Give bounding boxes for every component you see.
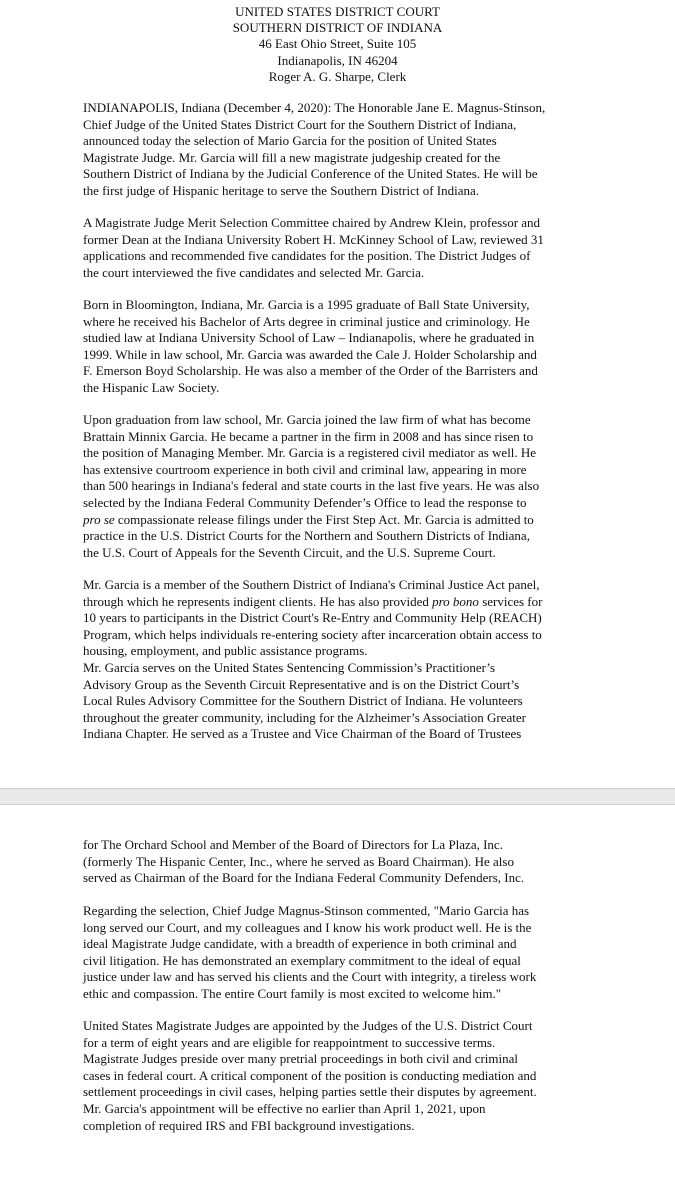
- text-line: Chief Judge of the United States District Court for the Southern District of Indiana,: [83, 116, 517, 132]
- text-line: cases in federal court. A critical component of the position is conducting mediation and: [83, 1067, 537, 1083]
- text-fragment: services for: [478, 593, 543, 609]
- paragraph-chief-judge-quote: [83, 903, 613, 1003]
- text-line: A Magistrate Judge Merit Selection Committee chaired by Andrew Klein, professor and: [83, 215, 541, 230]
- text-line: United States Magistrate Judges are appointed by the Judges of the U.S. District Court: [83, 1018, 533, 1033]
- text-line: Regarding the selection, Chief Judge Magnus-Stinson commented, "Mario Garcia has: [83, 903, 530, 918]
- text-line: the U.S. Court of Appeals for the Seventh Circuit, and the U.S. Supreme Court.: [83, 544, 496, 560]
- text-line: Magistrate Judges preside over many pretrial proceedings in both civil and criminal: [83, 1051, 519, 1067]
- text-line: for The Orchard School and Member of the Board of Directors for La Plaza, Inc.: [83, 837, 503, 852]
- paragraph-career: [83, 412, 613, 561]
- text-line: former Dean at the Indiana University Robert H. McKinney School of Law, reviewed 31: [83, 231, 544, 247]
- italic-pro-se: pro se: [83, 511, 115, 527]
- court-header: [0, 4, 675, 85]
- text-line: than 500 hearings in Indiana's federal and state courts in the last five years. He was also: [83, 478, 540, 494]
- text-line: civil litigation. He has demonstrated an exemplary commitment to the ideal of equal: [83, 952, 521, 968]
- text-line: [83, 594, 613, 611]
- paragraph-announcement: [83, 100, 613, 200]
- text-line: 1999. While in law school, Mr. Garcia was awarded the Cale J. Holder Scholarship and: [83, 346, 537, 362]
- text-line: selected by the Indiana Federal Community Defender’s Office to lead the response to: [83, 494, 527, 510]
- text-fragment: through which he represents indigent clients. He has also provided: [83, 593, 433, 609]
- text-line: Brattain Minnix Garcia. He became a partner in the firm in 2008 and has since risen to: [83, 428, 534, 444]
- paragraph-service: [83, 660, 613, 743]
- text-line: has extensive courtroom experience in both civil and criminal law, appearing in more: [83, 461, 527, 477]
- text-line: Mr. Garcia's appointment will be effective no earlier than April 1, 2021, upon: [83, 1100, 486, 1116]
- text-fragment: compassionate release filings under the First Step Act. Mr. Garcia is admitted to: [114, 511, 534, 527]
- text-line: the Hispanic Law Society.: [83, 379, 220, 395]
- text-line: Local Rules Advisory Committee for the Southern District of Indiana. He volunteers: [83, 693, 523, 709]
- header-court-name: UNITED STATES DISTRICT COURT: [235, 4, 440, 19]
- paragraph-magistrate-role: [83, 1018, 613, 1134]
- text-line: Mr. Garcia is a member of the Southern District of Indiana's Criminal Justice Act panel,: [83, 577, 540, 592]
- text-line: the first judge of Hispanic heritage to serve the Southern District of Indiana.: [83, 182, 480, 198]
- text-line: Southern District of Indiana by the Judicial Conference of the United States. He will be: [83, 166, 538, 182]
- text-line: announced today the selection of Mario Garcia for the position of United States: [83, 133, 497, 149]
- text-line: served as Chairman of the Board for the Indiana Federal Community Defenders, Inc.: [83, 870, 525, 886]
- text-line: applications and recommended five candidates for the position. The District Judges of: [83, 248, 531, 264]
- header-city: Indianapolis, IN 46204: [277, 52, 398, 68]
- header-street: 46 East Ohio Street, Suite 105: [258, 36, 417, 52]
- text-line: Advisory Group as the Seventh Circuit Representative and is on the District Court’s: [83, 676, 520, 692]
- text-line: studied law at Indiana University School of Law – Indianapolis, where he graduated in: [83, 330, 535, 346]
- paragraph-education: [83, 297, 613, 397]
- paragraph-selection-committee: [83, 215, 613, 281]
- text-line: F. Emerson Boyd Scholarship. He was also a member of the Order of the Barristers and: [83, 363, 538, 379]
- text-line: where he received his Bachelor of Arts degree in criminal justice and criminology. He: [83, 313, 530, 329]
- text-line: Mr. Garcia serves on the United States Sentencing Commission’s Practitioner’s: [83, 660, 496, 675]
- italic-pro-bono: pro bono: [432, 593, 479, 609]
- text-line: ethic and compassion. The entire Court family is most excited to welcome him.": [83, 985, 502, 1001]
- paragraph-service-continued: [83, 837, 613, 887]
- text-line: Indiana Chapter. He served as a Trustee and Vice Chairman of the Board of Trustees: [83, 726, 522, 742]
- text-line: Magistrate Judge. Mr. Garcia will fill a new magistrate judgeship created for the: [83, 149, 501, 165]
- text-line: housing, employment, and public assistance programs.: [83, 643, 368, 659]
- text-line: settlement proceedings in civil cases, helping parties settle their disputes by agreement.: [83, 1084, 537, 1100]
- text-line: throughout the greater community, including for the Alzheimer’s Association Greater: [83, 709, 526, 725]
- text-line: the position of Managing Member. Mr. Garcia is a registered civil mediator as well. He: [83, 445, 537, 461]
- text-line: [83, 512, 613, 529]
- header-district: SOUTHERN DISTRICT OF INDIANA: [232, 20, 443, 36]
- text-line: long served our Court, and my colleagues and I know his work product well. He is the: [83, 919, 532, 935]
- paragraph-cja-panel: [83, 577, 613, 660]
- text-line: ideal Magistrate Judge candidate, with a breadth of experience in both criminal and: [83, 936, 517, 952]
- text-line: Born in Bloomington, Indiana, Mr. Garcia is a 1995 graduate of Ball State University,: [83, 297, 530, 312]
- text-line: completion of required IRS and FBI background investigations.: [83, 1117, 415, 1133]
- text-line: the court interviewed the five candidates and selected Mr. Garcia.: [83, 264, 425, 280]
- text-line: 10 years to participants in the District Court's Re-Entry and Community Help (REACH): [83, 610, 542, 626]
- text-line: INDIANAPOLIS, Indiana (December 4, 2020): The Honorable Jane E. Magnus-Stinson,: [83, 100, 546, 115]
- document-page-2: [0, 805, 675, 1200]
- text-line: Upon graduation from law school, Mr. Garcia joined the law firm of what has become: [83, 412, 531, 427]
- page-separator: [0, 788, 675, 805]
- text-line: (formerly The Hispanic Center, Inc., where he served as Board Chairman). He also: [83, 853, 514, 869]
- header-clerk: Roger A. G. Sharpe, Clerk: [268, 68, 407, 84]
- text-line: for a term of eight years and are eligible for reappointment to successive terms.: [83, 1034, 496, 1050]
- text-line: Program, which helps individuals re-entering society after incarceration obtain access to: [83, 626, 542, 642]
- text-line: justice under law and has served his clients and the Court with integrity, a tireless work: [83, 969, 537, 985]
- text-line: practice in the U.S. District Courts for the Northern and Southern Districts of Indiana,: [83, 528, 530, 544]
